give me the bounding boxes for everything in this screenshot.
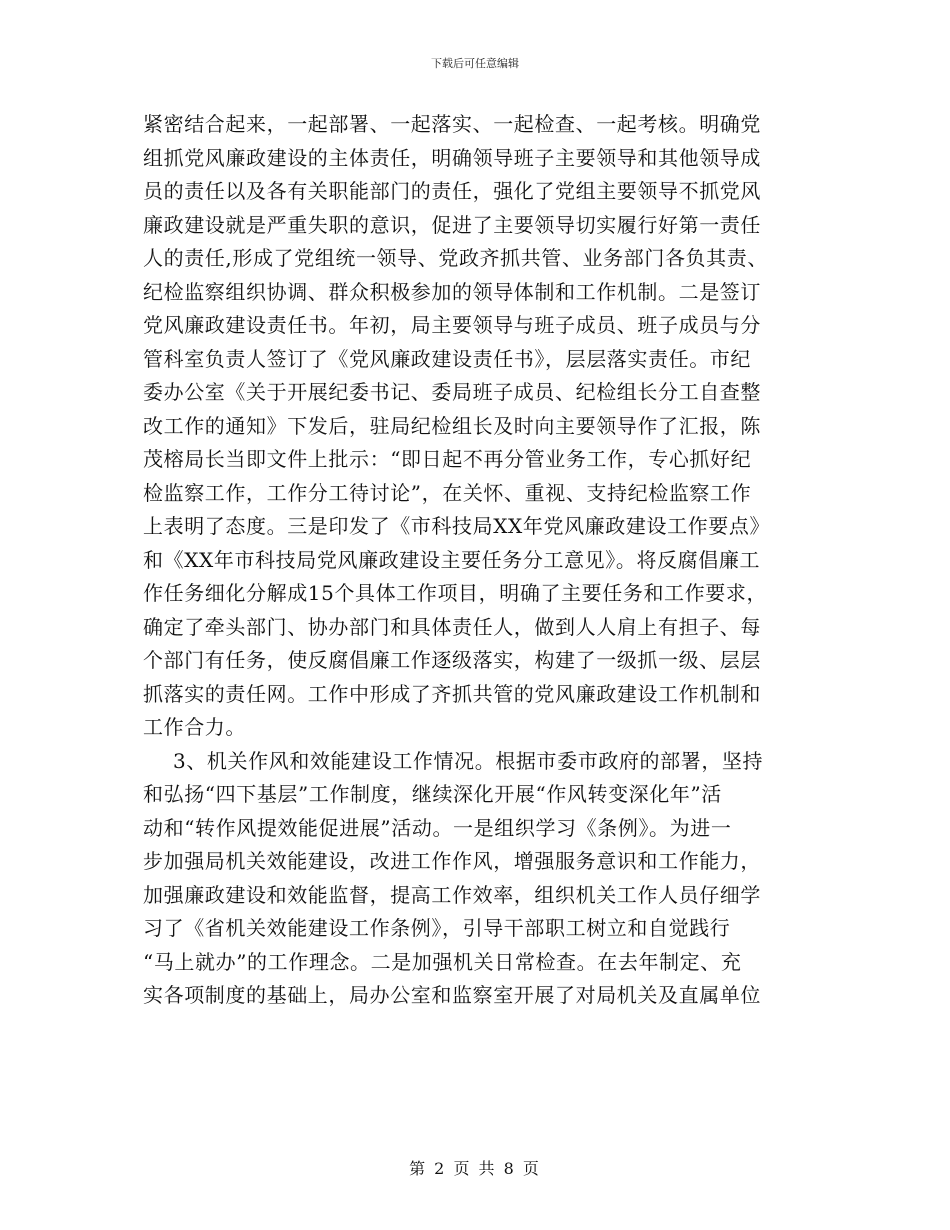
- text-line: 加强廉政建设和效能监督，提高工作效率，组织机关工作人员仔细学: [143, 882, 761, 907]
- text-line: 廉政建设就是严重失职的意识，促进了主要领导切实履行好第一责任: [143, 212, 761, 237]
- text-line: 工作合力。: [143, 715, 246, 739]
- paragraph-2: [143, 745, 808, 1013]
- text-line: 确定了牵头部门、协办部门和具体责任人，做到人人肩上有担子、每: [143, 614, 761, 639]
- text-line: 管科室负责人签订了《党风廉政建设责任书》，层层落实责任。市纪: [143, 346, 751, 371]
- text-line: 3、机关作风和效能建设工作情况。根据市委市政府的部署，坚持: [173, 748, 764, 773]
- text-line: 党风廉政建设责任书。年初，局主要领导与班子成员、班子成员与分: [143, 313, 761, 337]
- text-line: 检监察工作，工作分工待讨论”，在关怀、重视、支持纪检监察工作: [143, 480, 752, 505]
- text-line: 动和“转作风提效能促进展”活动。一是组织学习《条例》。为进一: [143, 815, 732, 840]
- text-line: 步加强局机关效能建设，改进工作作风，增强服务意识和工作能力，: [143, 849, 761, 873]
- text-line: 人的责任,形成了党组统一领导、党政齐抓共管、业务部门各负其责、: [143, 246, 768, 270]
- text-line: 抓落实的责任网。工作中形成了齐抓共管的党风廉政建设工作机制和: [143, 681, 761, 706]
- text-line: 和《XX年市科技局党风廉政建设主要任务分工意见》。将反腐倡廉工: [143, 547, 761, 572]
- text-line: 茂榕局长当即文件上批示：“即日起不再分管业务工作，专心抓好纪: [143, 447, 752, 471]
- text-line: 组抓党风廉政建设的主体责任，明确领导班子主要领导和其他领导成: [143, 145, 761, 170]
- text-line: 习了《省机关效能建设工作条例》，引导干部职工树立和自觉践行: [143, 916, 731, 940]
- text-line: 员的责任以及各有关职能部门的责任，强化了党组主要领导不抓党风: [143, 179, 761, 203]
- text-line: 委办公室《关于开展纪委书记、委局班子成员、纪检组长分工自查整: [143, 380, 761, 404]
- text-line: 个部门有任务，使反腐倡廉工作逐级落实，构建了一级抓一级、层层: [143, 648, 761, 672]
- page-header: 下载后可任意编辑: [431, 57, 519, 70]
- text-line: 作任务细化分解成15个具体工作项目，明确了主要任务和工作要求，: [143, 581, 768, 605]
- paragraph-1: [143, 108, 808, 745]
- text-line: 上表明了态度。三是印发了《市科技局XX年党风廉政建设工作要点》: [143, 514, 771, 538]
- text-line: 紧密结合起来，一起部署、一起落实、一起检查、一起考核。明确党: [143, 112, 761, 136]
- text-line: 实各项制度的基础上，局办公室和监察室开展了对局机关及直属单位: [143, 983, 761, 1007]
- text-line: 纪检监察组织协调、群众积极参加的领导体制和工作机制。二是签订: [143, 279, 761, 304]
- text-line: 改工作的通知》下发后，驻局纪检组长及时向主要领导作了汇报，陈: [143, 413, 761, 438]
- document-body: [143, 108, 808, 1013]
- page-number: 第 2 页 共 8 页: [409, 1159, 541, 1178]
- text-line: “马上就办”的工作理念。二是加强机关日常检查。在去年制定、充: [143, 949, 742, 974]
- text-line: 和弘扬“四下基层”工作制度，继续深化开展“作风转变深化年”活: [143, 782, 722, 806]
